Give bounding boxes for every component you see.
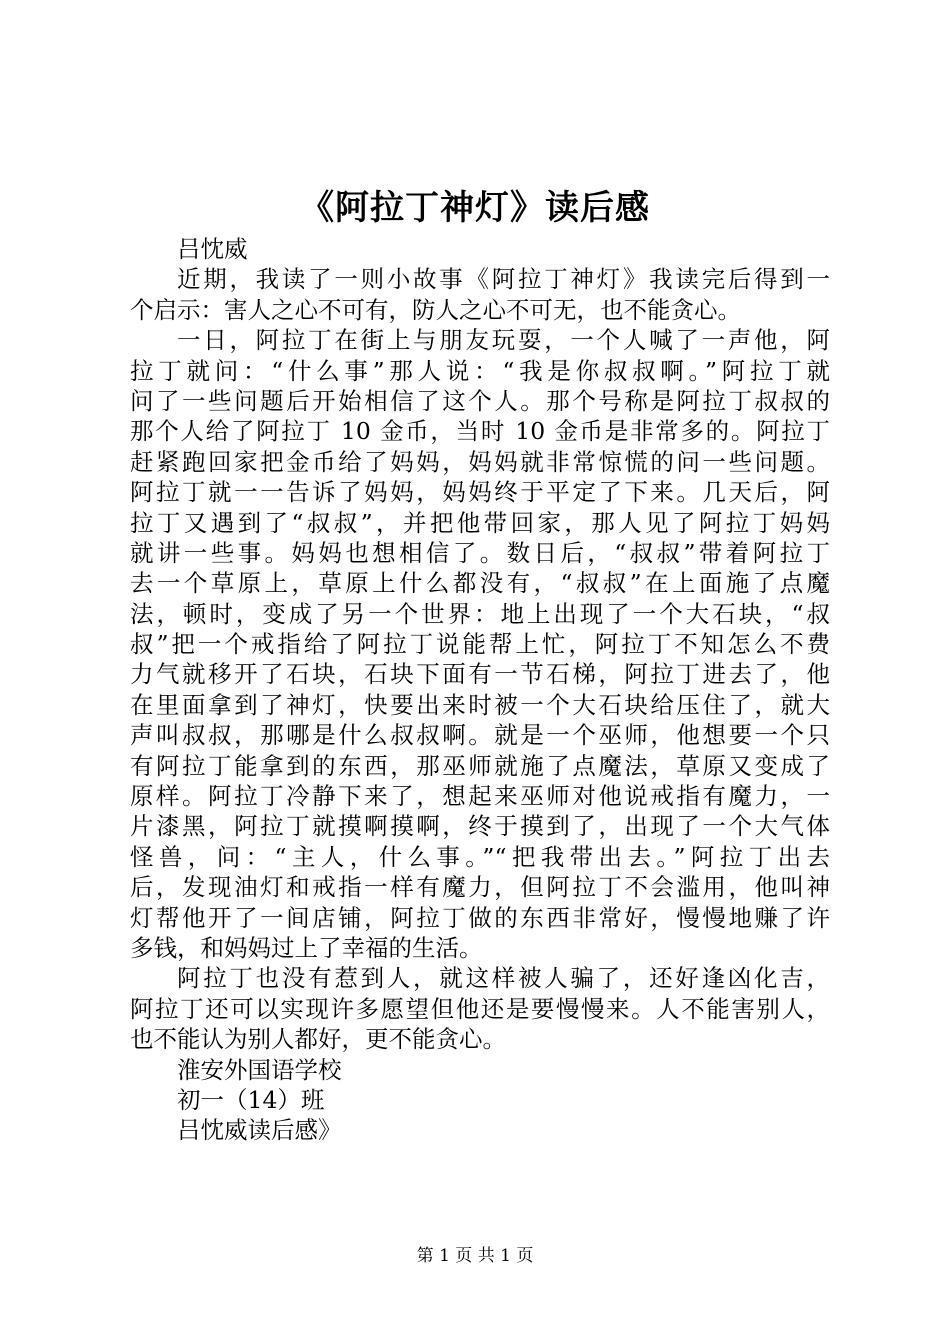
body-line: 阿拉丁还可以实现许多愿望但他还是要慢慢来。人不能害别人，: [130, 994, 830, 1023]
body-line: 在里面拿到了神灯，快要出来时被一个大石块给压住了，就大: [130, 690, 830, 719]
body-line: 就讲一些事。妈妈也想相信了。数日后，“叔叔”带着阿拉丁: [130, 538, 830, 567]
body-line: 声叫叔叔，那哪是什么叔叔啊。就是一个巫师，他想要一个只: [130, 721, 830, 750]
author-line: 吕忱威: [177, 235, 248, 263]
body-line: 那个人给了阿拉丁 10 金币，当时 10 金币是非常多的。阿拉丁: [130, 417, 830, 446]
body-line: 问了一些问题后开始相信了这个人。那个号称是阿拉丁叔叔的: [130, 386, 830, 415]
body-line: 后，发现油灯和戒指一样有魔力，但阿拉丁不会滥用，他叫神: [130, 873, 830, 902]
page-footer: 第 1 页 共 1 页: [416, 1246, 534, 1266]
body-line: 淮安外国语学校: [177, 1055, 342, 1084]
body-line: 原样。阿拉丁冷静下来了，想起来巫师对他说戒指有魔力，一: [130, 782, 830, 811]
body-line: 多钱，和妈妈过上了幸福的生活。: [130, 933, 483, 962]
body-line: 拉丁又遇到了“叔叔”，并把他带回家，那人见了阿拉丁妈妈: [130, 508, 830, 537]
body-line: 阿拉丁就一一告诉了妈妈，妈妈终于平定了下来。几天后，阿: [130, 478, 830, 507]
body-line: 初一（14）班: [177, 1085, 325, 1114]
body-line: 拉丁就问：“什么事”那人说：“我是你叔叔啊。”阿拉丁就: [130, 356, 830, 385]
document-title: 《阿拉丁神灯》读后感: [300, 188, 650, 228]
body-line: 吕忱威读后感》: [177, 1116, 342, 1145]
body-line: 法，顿时，变成了另一个世界：地上出现了一个大石块，“叔: [130, 599, 830, 628]
body-line: 叔”把一个戒指给了阿拉丁说能帮上忙，阿拉丁不知怎么不费: [130, 630, 830, 659]
body-line: 力气就移开了石块，石块下面有一节石梯，阿拉丁进去了，他: [130, 660, 830, 689]
body-line: 去一个草原上，草原上什么都没有，“叔叔”在上面施了点魔: [130, 569, 830, 598]
body-line: 灯帮他开了一间店铺，阿拉丁做的东西非常好，慢慢地赚了许: [130, 903, 830, 932]
body-line: 个启示：害人之心不可有，防人之心不可无，也不能贪心。: [130, 295, 741, 324]
body-line: 有阿拉丁能拿到的东西，那巫师就施了点魔法，草原又变成了: [130, 751, 830, 780]
body-line: 近期，我读了一则小故事《阿拉丁神灯》我读完后得到一: [177, 265, 830, 294]
body-line: 一日，阿拉丁在街上与朋友玩耍，一个人喊了一声他，阿: [177, 326, 830, 355]
body-lines: [130, 264, 830, 1145]
body-line: 也不能认为别人都好，更不能贪心。: [130, 1025, 506, 1054]
body-line: 赶紧跑回家把金币给了妈妈，妈妈就非常惊慌的问一些问题。: [130, 447, 830, 476]
document-body: [130, 234, 830, 1146]
body-line: 阿拉丁也没有惹到人，就这样被人骗了，还好逢凶化吉，: [177, 964, 830, 993]
body-line: 怪兽，问：“主人，什么事。”“把我带出去。”阿拉丁出去: [130, 842, 830, 871]
body-line: 片漆黑，阿拉丁就摸啊摸啊，终于摸到了，出现了一个大气体: [130, 812, 830, 841]
